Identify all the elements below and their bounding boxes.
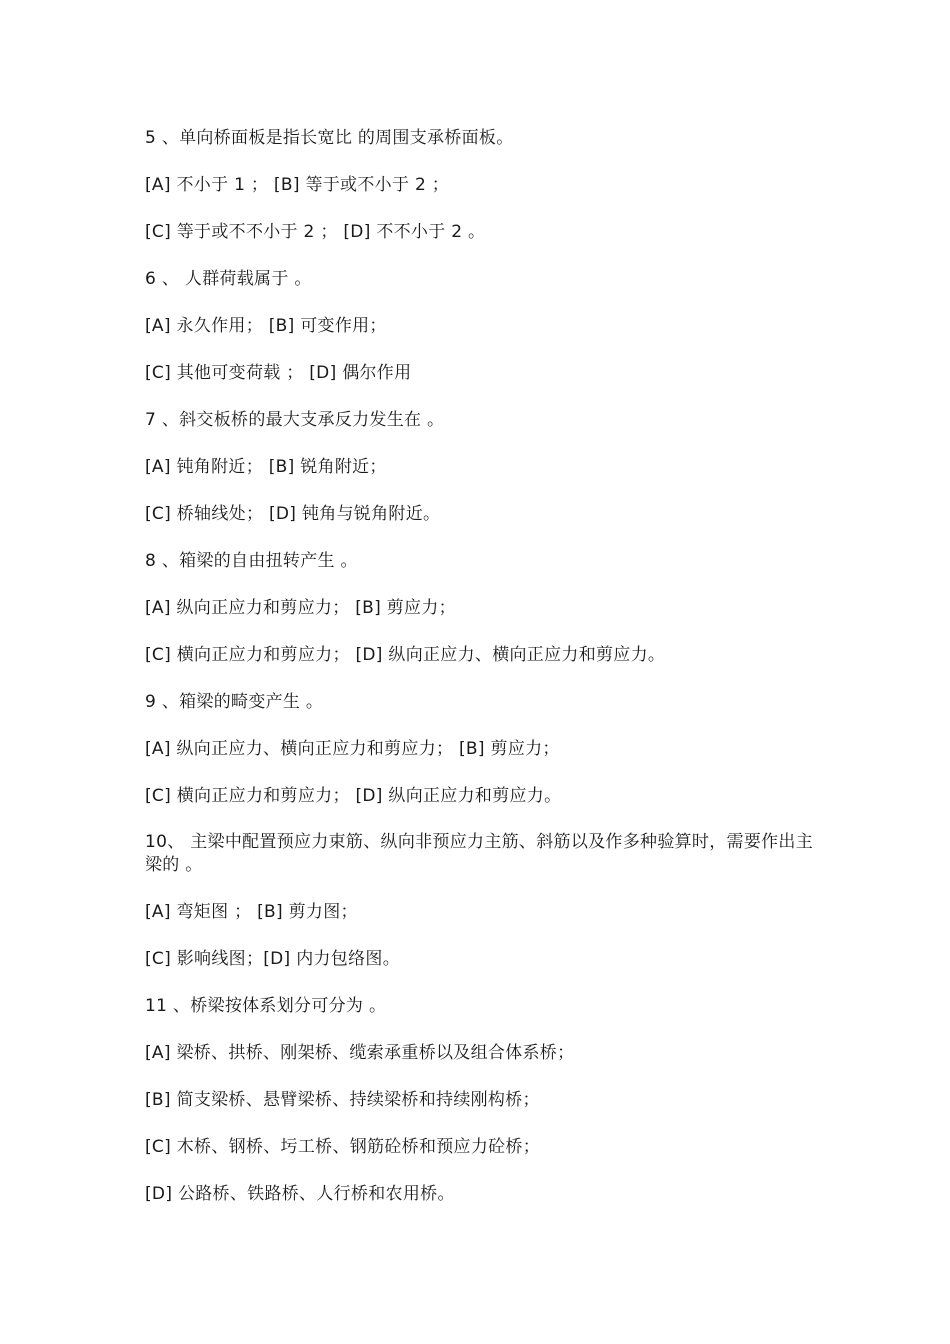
question-5-options-ab: [A] 不小于 1 ； [B] 等于或不小于 2 ； <box>145 175 450 195</box>
question-7: 7 、斜交板桥的最大支承反力发生在 。 <box>145 410 445 430</box>
question-10-options-cd: [C] 影响线图；[D] 内力包络图。 <box>145 949 400 969</box>
question-11-option-d: [D] 公路桥、铁路桥、人行桥和农用桥。 <box>145 1184 455 1204</box>
question-10: 10、 主梁中配置预应力束筋、纵向非预应力主筋、斜筋以及作多种验算时，需要作出主梁的 。 <box>145 832 814 875</box>
question-7-options-ab: [A] 钝角附近； [B] 锐角附近； <box>145 457 387 477</box>
document-page <box>145 126 815 1229</box>
question-9-options-cd: [C] 横向正应力和剪应力； [D] 纵向正应力和剪应力。 <box>145 786 562 806</box>
question-6-options-ab: [A] 永久作用； [B] 可变作用； <box>145 316 387 336</box>
question-5: 5 、单向桥面板是指长宽比 的周围支承桥面板。 <box>145 128 514 148</box>
question-10-options-ab: [A] 弯矩图 ； [B] 剪力图； <box>145 902 358 922</box>
question-6-options-cd: [C] 其他可变荷载 ； [D] 偶尔作用 <box>145 363 412 383</box>
question-6: 6 、 人群荷载属于 。 <box>145 269 312 289</box>
question-5-options-cd: [C] 等于或不不小于 2 ； [D] 不不小于 2 。 <box>145 222 486 242</box>
question-11-option-b: [B] 简支梁桥、悬臂梁桥、持续梁桥和持续刚构桥； <box>145 1090 540 1110</box>
question-11-option-c: [C] 木桥、钢桥、圬工桥、钢筋砼桥和预应力砼桥； <box>145 1137 541 1157</box>
question-9: 9 、箱梁的畸变产生 。 <box>145 692 324 712</box>
question-11: 11 、桥梁按体系划分可分为 。 <box>145 996 387 1016</box>
question-8-options-ab: [A] 纵向正应力和剪应力； [B] 剪应力； <box>145 598 456 618</box>
question-8-options-cd: [C] 横向正应力和剪应力； [D] 纵向正应力、横向正应力和剪应力。 <box>145 645 666 665</box>
question-11-option-a: [A] 梁桥、拱桥、刚架桥、缆索承重桥以及组合体系桥； <box>145 1043 575 1063</box>
question-8: 8 、箱梁的自由扭转产生 。 <box>145 551 358 571</box>
question-9-options-ab: [A] 纵向正应力、横向正应力和剪应力； [B] 剪应力； <box>145 739 560 759</box>
question-7-options-cd: [C] 桥轴线处； [D] 钝角与锐角附近。 <box>145 504 441 524</box>
